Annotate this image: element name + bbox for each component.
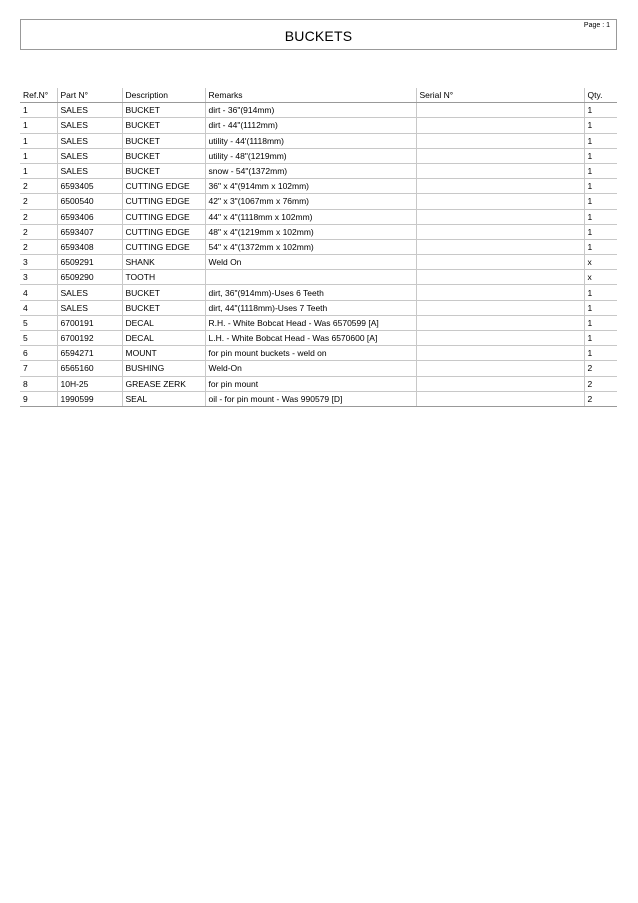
description-cell: CUTTING EDGE bbox=[122, 239, 205, 254]
remarks-cell: utility - 44'(1118mm) bbox=[205, 133, 416, 148]
table-row bbox=[20, 285, 617, 300]
serial-cell bbox=[416, 163, 584, 178]
remarks-cell: Weld On bbox=[205, 255, 416, 270]
remarks-cell: for pin mount buckets - weld on bbox=[205, 346, 416, 361]
serial-cell bbox=[416, 376, 584, 391]
table-row bbox=[20, 209, 617, 224]
ref-cell: 6 bbox=[20, 346, 57, 361]
part-number-cell: 6509290 bbox=[57, 270, 122, 285]
remarks-cell: for pin mount bbox=[205, 376, 416, 391]
qty-cell: 1 bbox=[584, 179, 617, 194]
qty-cell: x bbox=[584, 270, 617, 285]
part-number-cell: SALES bbox=[57, 103, 122, 118]
qty-cell: 1 bbox=[584, 346, 617, 361]
serial-cell bbox=[416, 391, 584, 406]
part-number-cell: SALES bbox=[57, 163, 122, 178]
part-number-cell: 6593405 bbox=[57, 179, 122, 194]
parts-table bbox=[20, 88, 617, 407]
ref-cell: 1 bbox=[20, 163, 57, 178]
ref-cell: 7 bbox=[20, 361, 57, 376]
page-title: BUCKETS bbox=[284, 28, 353, 44]
serial-cell bbox=[416, 209, 584, 224]
part-number-cell: SALES bbox=[57, 300, 122, 315]
description-cell: GREASE ZERK bbox=[122, 376, 205, 391]
qty-cell: 1 bbox=[584, 224, 617, 239]
column-header-qty: Qty. bbox=[584, 88, 617, 103]
serial-cell bbox=[416, 285, 584, 300]
table-row bbox=[20, 391, 617, 406]
ref-cell: 1 bbox=[20, 118, 57, 133]
table-row bbox=[20, 148, 617, 163]
remarks-cell: dirt, 44"(1118mm)-Uses 7 Teeth bbox=[205, 300, 416, 315]
remarks-cell bbox=[205, 270, 416, 285]
serial-cell bbox=[416, 346, 584, 361]
remarks-cell: snow - 54"(1372mm) bbox=[205, 163, 416, 178]
qty-cell: 1 bbox=[584, 148, 617, 163]
remarks-cell: dirt, 36"(914mm)-Uses 6 Teeth bbox=[205, 285, 416, 300]
ref-cell: 9 bbox=[20, 391, 57, 406]
description-cell: SHANK bbox=[122, 255, 205, 270]
qty-cell: 1 bbox=[584, 194, 617, 209]
qty-cell: 1 bbox=[584, 300, 617, 315]
table-row bbox=[20, 346, 617, 361]
description-cell: CUTTING EDGE bbox=[122, 194, 205, 209]
description-cell: CUTTING EDGE bbox=[122, 224, 205, 239]
part-number-cell: 6565160 bbox=[57, 361, 122, 376]
remarks-cell: oil - for pin mount - Was 990579 [D] bbox=[205, 391, 416, 406]
description-cell: DECAL bbox=[122, 331, 205, 346]
qty-cell: 1 bbox=[584, 315, 617, 330]
part-number-cell: 6593408 bbox=[57, 239, 122, 254]
title-box bbox=[20, 19, 617, 50]
table-row bbox=[20, 376, 617, 391]
part-number-cell: 1990599 bbox=[57, 391, 122, 406]
part-number-cell: 6593407 bbox=[57, 224, 122, 239]
table-row bbox=[20, 300, 617, 315]
table-row bbox=[20, 118, 617, 133]
serial-cell bbox=[416, 315, 584, 330]
column-header-ref: Ref.N° bbox=[20, 88, 57, 103]
serial-cell bbox=[416, 361, 584, 376]
qty-cell: 1 bbox=[584, 239, 617, 254]
part-number-cell: SALES bbox=[57, 148, 122, 163]
part-number-cell: SALES bbox=[57, 285, 122, 300]
ref-cell: 3 bbox=[20, 270, 57, 285]
ref-cell: 2 bbox=[20, 224, 57, 239]
description-cell: BUCKET bbox=[122, 285, 205, 300]
ref-cell: 5 bbox=[20, 315, 57, 330]
table-header-row bbox=[20, 88, 617, 103]
description-cell: TOOTH bbox=[122, 270, 205, 285]
serial-cell bbox=[416, 270, 584, 285]
table-row bbox=[20, 103, 617, 118]
description-cell: BUCKET bbox=[122, 148, 205, 163]
table-body bbox=[20, 103, 617, 407]
ref-cell: 4 bbox=[20, 285, 57, 300]
page-number: Page : 1 bbox=[583, 22, 610, 29]
description-cell: CUTTING EDGE bbox=[122, 179, 205, 194]
description-cell: BUCKET bbox=[122, 118, 205, 133]
description-cell: MOUNT bbox=[122, 346, 205, 361]
part-number-cell: 6593406 bbox=[57, 209, 122, 224]
part-number-cell: 6500540 bbox=[57, 194, 122, 209]
serial-cell bbox=[416, 103, 584, 118]
description-cell: BUCKET bbox=[122, 300, 205, 315]
table-row bbox=[20, 331, 617, 346]
remarks-cell: utility - 48"(1219mm) bbox=[205, 148, 416, 163]
remarks-cell: Weld-On bbox=[205, 361, 416, 376]
description-cell: DECAL bbox=[122, 315, 205, 330]
description-cell: CUTTING EDGE bbox=[122, 209, 205, 224]
part-number-cell: 6509291 bbox=[57, 255, 122, 270]
ref-cell: 1 bbox=[20, 103, 57, 118]
qty-cell: 2 bbox=[584, 361, 617, 376]
qty-cell: 1 bbox=[584, 331, 617, 346]
ref-cell: 4 bbox=[20, 300, 57, 315]
column-header-part: Part N° bbox=[57, 88, 122, 103]
ref-cell: 2 bbox=[20, 239, 57, 254]
remarks-cell: 54" x 4"(1372mm x 102mm) bbox=[205, 239, 416, 254]
ref-cell: 2 bbox=[20, 179, 57, 194]
table-row bbox=[20, 163, 617, 178]
qty-cell: 1 bbox=[584, 285, 617, 300]
serial-cell bbox=[416, 331, 584, 346]
table-row bbox=[20, 224, 617, 239]
ref-cell: 2 bbox=[20, 194, 57, 209]
ref-cell: 1 bbox=[20, 148, 57, 163]
remarks-cell: 36" x 4"(914mm x 102mm) bbox=[205, 179, 416, 194]
serial-cell bbox=[416, 239, 584, 254]
ref-cell: 3 bbox=[20, 255, 57, 270]
part-number-cell: 10H-25 bbox=[57, 376, 122, 391]
remarks-cell: 42" x 3"(1067mm x 76mm) bbox=[205, 194, 416, 209]
serial-cell bbox=[416, 118, 584, 133]
serial-cell bbox=[416, 255, 584, 270]
part-number-cell: 6700191 bbox=[57, 315, 122, 330]
column-header-serial: Serial N° bbox=[416, 88, 584, 103]
description-cell: SEAL bbox=[122, 391, 205, 406]
part-number-cell: 6594271 bbox=[57, 346, 122, 361]
table-row bbox=[20, 361, 617, 376]
remarks-cell: dirt - 36"(914mm) bbox=[205, 103, 416, 118]
ref-cell: 2 bbox=[20, 209, 57, 224]
serial-cell bbox=[416, 148, 584, 163]
ref-cell: 5 bbox=[20, 331, 57, 346]
remarks-cell: 48" x 4"(1219mm x 102mm) bbox=[205, 224, 416, 239]
description-cell: BUCKET bbox=[122, 133, 205, 148]
table-row bbox=[20, 194, 617, 209]
description-cell: BUCKET bbox=[122, 163, 205, 178]
description-cell: BUSHING bbox=[122, 361, 205, 376]
table-row bbox=[20, 315, 617, 330]
serial-cell bbox=[416, 224, 584, 239]
serial-cell bbox=[416, 300, 584, 315]
ref-cell: 1 bbox=[20, 133, 57, 148]
qty-cell: 1 bbox=[584, 103, 617, 118]
serial-cell bbox=[416, 133, 584, 148]
qty-cell: 1 bbox=[584, 118, 617, 133]
serial-cell bbox=[416, 194, 584, 209]
qty-cell: 1 bbox=[584, 209, 617, 224]
ref-cell: 8 bbox=[20, 376, 57, 391]
part-number-cell: SALES bbox=[57, 118, 122, 133]
description-cell: BUCKET bbox=[122, 103, 205, 118]
remarks-cell: dirt - 44"(1112mm) bbox=[205, 118, 416, 133]
remarks-cell: 44" x 4"(1118mm x 102mm) bbox=[205, 209, 416, 224]
remarks-cell: L.H. - White Bobcat Head - Was 6570600 [A] bbox=[205, 331, 416, 346]
column-header-description: Description bbox=[122, 88, 205, 103]
qty-cell: 1 bbox=[584, 163, 617, 178]
table-row bbox=[20, 179, 617, 194]
qty-cell: 2 bbox=[584, 376, 617, 391]
qty-cell: 2 bbox=[584, 391, 617, 406]
remarks-cell: R.H. - White Bobcat Head - Was 6570599 [A] bbox=[205, 315, 416, 330]
table-row bbox=[20, 270, 617, 285]
qty-cell: x bbox=[584, 255, 617, 270]
table-row bbox=[20, 255, 617, 270]
table-row bbox=[20, 133, 617, 148]
part-number-cell: 6700192 bbox=[57, 331, 122, 346]
column-header-remarks: Remarks bbox=[205, 88, 416, 103]
table-row bbox=[20, 239, 617, 254]
qty-cell: 1 bbox=[584, 133, 617, 148]
part-number-cell: SALES bbox=[57, 133, 122, 148]
serial-cell bbox=[416, 179, 584, 194]
